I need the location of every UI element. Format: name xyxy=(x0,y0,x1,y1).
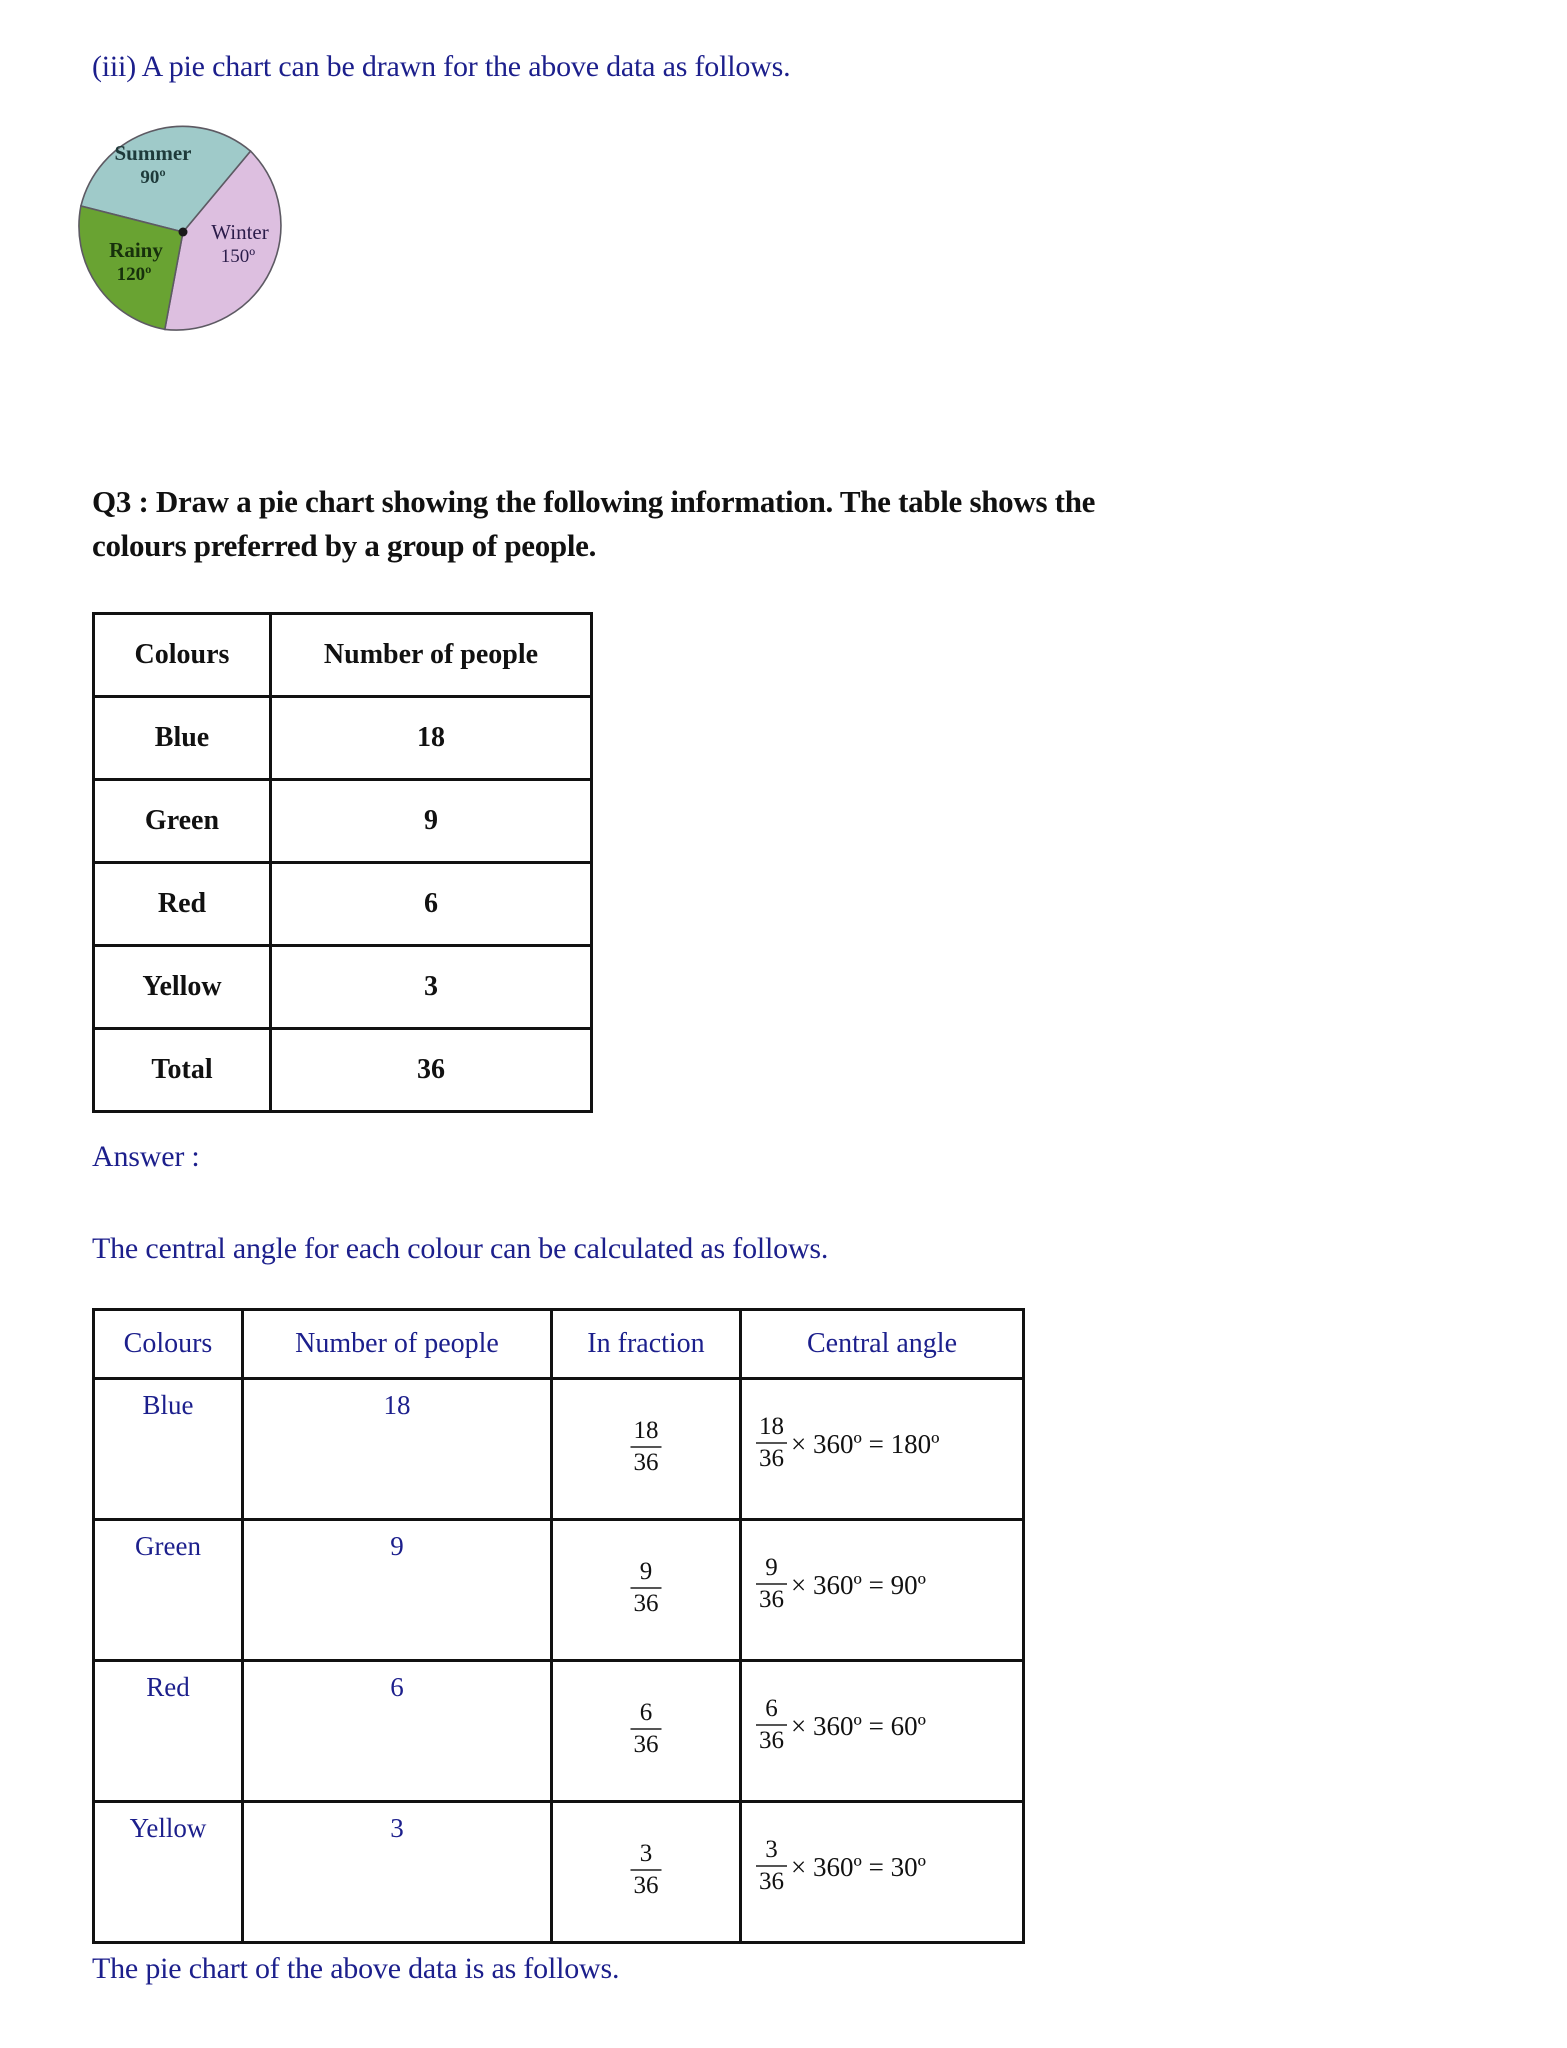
fraction-denominator: 36 xyxy=(759,1868,784,1896)
table-row xyxy=(94,780,592,863)
pie-label-winter: Winter xyxy=(211,220,269,244)
table-one-cell-people: 9 xyxy=(271,780,592,863)
table-two-cell-people: 18 xyxy=(243,1379,552,1520)
table-two-cell-colour: Red xyxy=(94,1661,243,1802)
table-one-header-colours: Colours xyxy=(94,614,271,697)
table-two-header-people: Number of people xyxy=(243,1310,552,1379)
table-one-header-people: Number of people xyxy=(271,614,592,697)
pie-label-summer: Summer xyxy=(114,141,192,165)
angle-expression: × 360º = 180º xyxy=(791,1428,940,1459)
fraction-numerator: 6 xyxy=(765,1695,778,1722)
fraction-bar xyxy=(631,1869,662,1871)
fraction-bar xyxy=(756,1442,787,1444)
table-two-cell-people: 6 xyxy=(243,1661,552,1802)
fraction-numerator: 18 xyxy=(633,1417,659,1444)
fraction-numerator: 3 xyxy=(765,1836,778,1863)
closing-paragraph: The pie chart of the above data is as follows. xyxy=(92,1952,620,1985)
table-one-cell-people: 3 xyxy=(271,946,592,1029)
fraction-bar xyxy=(756,1865,787,1867)
table-two-header-colours: Colours xyxy=(94,1310,243,1379)
pie-value-rainy: 120º xyxy=(116,264,152,285)
fraction-bar xyxy=(631,1728,662,1730)
pie-label-rainy: Rainy xyxy=(109,238,163,262)
table-row xyxy=(94,697,592,780)
table-header-row xyxy=(94,1310,1024,1379)
table-two-cell-central-angle xyxy=(741,1661,1024,1802)
table-one-cell-colour: Blue xyxy=(94,697,271,780)
fraction xyxy=(756,1555,787,1614)
fraction-numerator: 9 xyxy=(639,1558,653,1585)
fraction-numerator: 18 xyxy=(759,1413,784,1440)
intro-paragraph: (iii) A pie chart can be drawn for the above data as follows. xyxy=(92,50,791,83)
fraction-numerator: 9 xyxy=(765,1554,778,1581)
fraction-bar xyxy=(631,1587,662,1589)
fraction xyxy=(756,1414,787,1473)
fraction xyxy=(631,1841,662,1900)
table-two-cell-fraction xyxy=(552,1661,741,1802)
table-two-cell-fraction xyxy=(552,1802,741,1943)
fraction xyxy=(631,1559,662,1618)
table-row xyxy=(94,863,592,946)
fraction-bar xyxy=(631,1446,662,1448)
table-one-cell-colour: Yellow xyxy=(94,946,271,1029)
table-two-header-fraction: In fraction xyxy=(552,1310,741,1379)
fraction-denominator: 36 xyxy=(633,1590,659,1618)
question-heading xyxy=(92,480,1492,568)
table-row xyxy=(94,1802,1024,1943)
table-two-cell-people: 9 xyxy=(243,1520,552,1661)
table-row xyxy=(94,1520,1024,1661)
table-two-cell-colour: Yellow xyxy=(94,1802,243,1943)
table-one-cell-colour: Green xyxy=(94,780,271,863)
table-two-cell-colour: Green xyxy=(94,1520,243,1661)
central-angle-table xyxy=(92,1308,1025,1944)
fraction xyxy=(631,1700,662,1759)
table-one-cell-colour: Total xyxy=(94,1029,271,1112)
answer-label: Answer : xyxy=(92,1140,200,1173)
fraction xyxy=(631,1418,662,1477)
colours-people-table xyxy=(92,612,593,1113)
table-row-total xyxy=(94,1029,592,1112)
table-two-cell-people: 3 xyxy=(243,1802,552,1943)
fraction-denominator: 36 xyxy=(633,1449,659,1477)
table-one-cell-people: 6 xyxy=(271,863,592,946)
angle-expression: × 360º = 30º xyxy=(791,1851,926,1882)
fraction-numerator: 3 xyxy=(639,1840,653,1867)
fraction xyxy=(756,1696,787,1755)
question-heading-line-1: Q3 : Draw a pie chart showing the following information. The table shows the xyxy=(92,484,1096,519)
table-row xyxy=(94,1661,1024,1802)
fraction-denominator: 36 xyxy=(633,1731,659,1759)
fraction-denominator: 36 xyxy=(633,1872,659,1900)
fraction-denominator: 36 xyxy=(759,1586,784,1614)
pie-value-summer: 90º xyxy=(140,167,166,188)
question-heading-line-2: colours preferred by a group of people. xyxy=(92,528,597,563)
table-one-cell-people: 36 xyxy=(271,1029,592,1112)
table-two-cell-colour: Blue xyxy=(94,1379,243,1520)
angle-expression: × 360º = 90º xyxy=(791,1569,926,1600)
pie-value-winter: 150º xyxy=(220,246,256,267)
fraction-denominator: 36 xyxy=(759,1445,784,1473)
fraction-bar xyxy=(756,1583,787,1585)
table-two-cell-central-angle xyxy=(741,1379,1024,1520)
fraction-numerator: 6 xyxy=(639,1699,653,1726)
table-two-cell-central-angle xyxy=(741,1802,1024,1943)
table-two-header-angle: Central angle xyxy=(741,1310,1024,1379)
seasons-pie-chart xyxy=(78,120,308,440)
table-one-cell-people: 18 xyxy=(271,697,592,780)
table-two-cell-fraction xyxy=(552,1520,741,1661)
table-one-cell-colour: Red xyxy=(94,863,271,946)
central-angle-paragraph: The central angle for each colour can be calculated as follows. xyxy=(92,1232,829,1265)
fraction-bar xyxy=(756,1724,787,1726)
table-two-cell-central-angle xyxy=(741,1520,1024,1661)
pie-center-dot xyxy=(179,228,188,237)
table-header-row xyxy=(94,614,592,697)
fraction xyxy=(756,1837,787,1896)
angle-expression: × 360º = 60º xyxy=(791,1710,926,1741)
table-two-cell-fraction xyxy=(552,1379,741,1520)
pie-chart-svg xyxy=(78,120,308,440)
table-row xyxy=(94,1379,1024,1520)
table-row xyxy=(94,946,592,1029)
fraction-denominator: 36 xyxy=(759,1727,784,1755)
